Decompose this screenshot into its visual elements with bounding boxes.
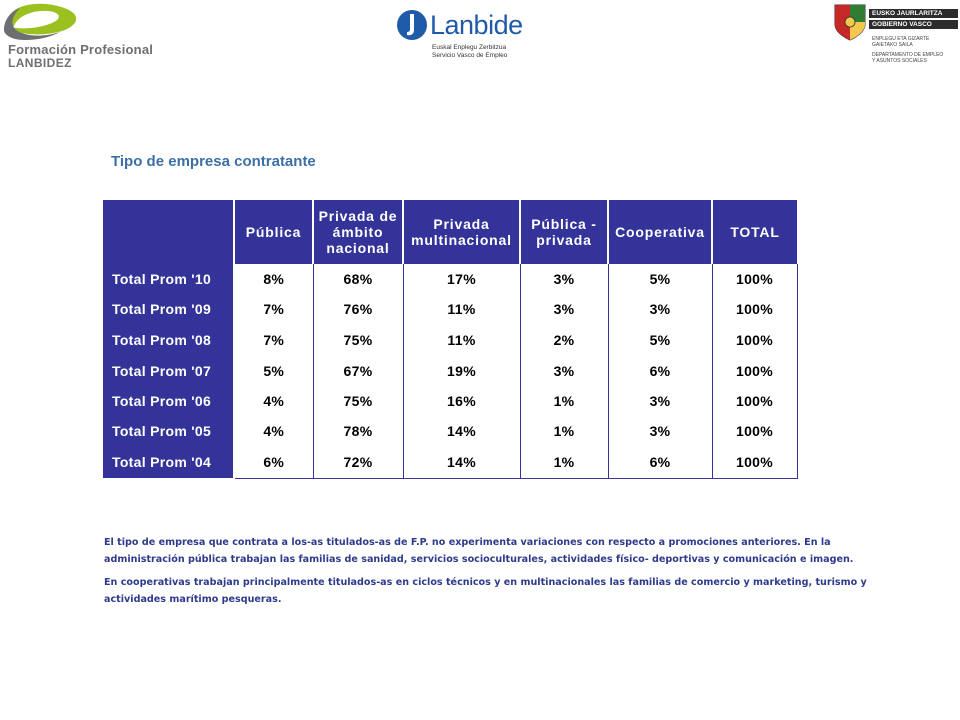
table-cell: 3% (608, 386, 712, 416)
basque-coat-of-arms-icon (832, 2, 868, 42)
fp-logo-line2: LANBIDEZ (8, 56, 72, 70)
table-row (103, 386, 797, 416)
row-label: Total Prom '10 (103, 264, 234, 294)
table-cell: 5% (234, 356, 313, 386)
table-cell: 19% (403, 356, 520, 386)
lanbide-subtitle-eu: Euskal Enplegu Zerbitzua (432, 44, 507, 51)
table-cell: 8% (234, 264, 313, 294)
table-cell: 78% (313, 416, 403, 446)
table-cell: 5% (608, 264, 712, 294)
table-cell: 1% (520, 416, 608, 446)
table-cell: 72% (313, 446, 403, 478)
table-cell: 6% (608, 446, 712, 478)
row-label: Total Prom '09 (103, 294, 234, 324)
row-label: Total Prom '05 (103, 416, 234, 446)
note-paragraph-2: En cooperativas trabajan principalmente titulados-as en ciclos técnicos y en multinacionales las familias de comercio y marketing, turismo y actividades marítimo pesqueras. (104, 577, 867, 605)
fp-logo-line1: Formación Profesional (8, 42, 154, 57)
header-cooperativa: Cooperativa (608, 200, 712, 264)
header-publica: Pública (234, 200, 313, 264)
fp-swoosh-icon (2, 0, 82, 42)
table-cell: 2% (520, 324, 608, 356)
table-cell: 100% (712, 386, 797, 416)
table-cell: 100% (712, 264, 797, 294)
gv-dept-line3: DEPARTAMENTO DE EMPLEO (872, 52, 944, 58)
table-cell: 3% (520, 356, 608, 386)
row-label: Total Prom '07 (103, 356, 234, 386)
table-row (103, 294, 797, 324)
table-header-row (103, 200, 797, 264)
row-label: Total Prom '08 (103, 324, 234, 356)
table-cell: 17% (403, 264, 520, 294)
lanbide-emblem-icon (396, 8, 428, 42)
gv-band-gobierno: GOBIERNO VASCO (869, 20, 958, 29)
table-cell: 6% (608, 356, 712, 386)
row-label: Total Prom '04 (103, 446, 234, 478)
header-privada-multinacional: Privada multinacional (403, 200, 520, 264)
table-cell: 100% (712, 294, 797, 324)
header-total: TOTAL (712, 200, 797, 264)
table-cell: 4% (234, 386, 313, 416)
table-cell: 1% (520, 446, 608, 478)
table-cell: 14% (403, 446, 520, 478)
table-row (103, 356, 797, 386)
gv-dept-line2: GAIETAKO SAILA (872, 42, 913, 48)
table-cell: 3% (520, 264, 608, 294)
table-cell: 75% (313, 386, 403, 416)
gv-band-eusko: EUSKO JAURLARITZA (869, 9, 958, 18)
table-cell: 14% (403, 416, 520, 446)
table-cell: 3% (520, 294, 608, 324)
row-label: Total Prom '06 (103, 386, 234, 416)
header-privada-nacional: Privada de ámbito nacional (313, 200, 403, 264)
lanbide-wordmark: Lanbide (430, 10, 523, 40)
table-cell: 16% (403, 386, 520, 416)
data-table (103, 200, 798, 479)
company-type-table (103, 200, 798, 479)
table-cell: 100% (712, 324, 797, 356)
note-paragraph-1: El tipo de empresa que contrata a los-as titulados-as de F.P. no experimenta variaciones con respecto a promociones anteriores. En la administración pública trabajan las familias de sanidad, servicios socioculturales, actividades físico- deportivas y comunicación e imagen. (104, 537, 854, 565)
table-cell: 68% (313, 264, 403, 294)
notes-section (104, 534, 890, 614)
table-cell: 7% (234, 324, 313, 356)
lanbide-subtitle-es: Servicio Vasco de Empleo (432, 52, 508, 59)
table-cell: 75% (313, 324, 403, 356)
table-cell: 4% (234, 416, 313, 446)
header-corner (103, 200, 234, 264)
table-cell: 5% (608, 324, 712, 356)
table-cell: 6% (234, 446, 313, 478)
header-publica-privada: Pública - privada (520, 200, 608, 264)
table-cell: 3% (608, 416, 712, 446)
table-cell: 100% (712, 446, 797, 478)
gv-dept-line4: Y ASUNTOS SOCIALES (872, 58, 927, 64)
page-title: Tipo de empresa contratante (111, 153, 316, 170)
table-cell: 1% (520, 386, 608, 416)
table-cell: 3% (608, 294, 712, 324)
gobierno-vasco-logo (832, 2, 958, 72)
table-cell: 11% (403, 324, 520, 356)
table-row (103, 446, 797, 478)
formacion-profesional-logo (2, 0, 180, 72)
table-cell: 100% (712, 356, 797, 386)
table-cell: 7% (234, 294, 313, 324)
gv-dept-line1: ENPLEGU ETA GIZARTE (872, 36, 930, 42)
table-cell: 76% (313, 294, 403, 324)
table-cell: 67% (313, 356, 403, 386)
table-row (103, 264, 797, 294)
table-cell: 11% (403, 294, 520, 324)
lanbide-logo (396, 6, 536, 64)
table-row (103, 416, 797, 446)
table-row (103, 324, 797, 356)
table-cell: 100% (712, 416, 797, 446)
